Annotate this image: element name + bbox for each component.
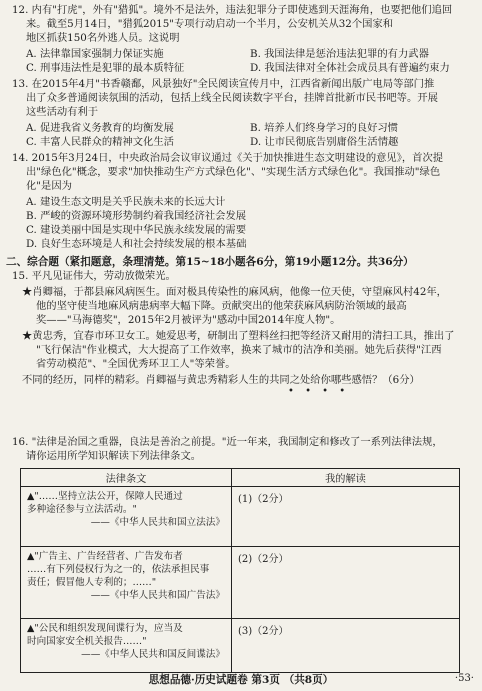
q14-line: 化"是因为: [26, 180, 72, 192]
q15-prompt: 不同的经历，同样的精彩。肖卿福与黄忠秀精彩人生的共同之处给你哪些感悟？（6分）: [22, 374, 420, 386]
q15-line: ★黄忠秀，宜春市环卫女工。她爱思考，研制出了塑料丝扫把等经济又耐用的清扫工具，推出了: [22, 330, 455, 342]
law-text-line: 时向国家安全机关报告……": [27, 636, 147, 647]
q12-option-a: A. 法律靠国家强制力保证实施: [26, 48, 164, 60]
q12-option-d: D. 我国法律对全体社会成员具有普遍约束力: [250, 62, 450, 74]
q15-line: 奖——"马海德奖"，2015年2月被评为"感动中国2014年度人物"。: [36, 314, 341, 326]
q12-option-c: C. 刑事违法性是犯罪的最本质特征: [26, 62, 185, 74]
q14-option-c: C. 建设美丽中国是实现中华民族永续发展的需要: [26, 224, 246, 236]
q13-option-d: D. 让市民彻底告别庸俗生活情趣: [250, 136, 399, 148]
q13-line: 这些活动有利于: [26, 106, 99, 118]
law-text-line: ▲"广告主、广告经营者、广告发布者: [27, 551, 183, 562]
table-row: [21, 619, 460, 673]
answer-cell[interactable]: [232, 487, 460, 547]
q12-line: 来。截至5月14日，"猎狐2015"专项行动启动一个半月，公安机关从32个国家和: [26, 18, 394, 30]
table-header-row: [21, 469, 460, 487]
section-heading: 二、综合题（紧扣题意，条理清楚。第15~18小题各6分，第19小题12分。共36分）: [6, 256, 414, 268]
q14-option-d: D. 良好生态环境是人和社会持续发展的根本基础: [26, 238, 247, 250]
q13-line: 出了众多普通阅读氛围的活动，包括上线全民阅读数字平台，挂牌首批新市民书吧等。开展: [26, 92, 438, 104]
law-source: ——《中华人民共和国反间谍法》: [81, 649, 225, 660]
q13-option-a: A. 促进我省义务教育的均衡发展: [26, 122, 174, 134]
q15-line: 省劳动模范"、"全国优秀环卫工人"等荣誉。: [36, 358, 236, 370]
table-row: [21, 547, 460, 619]
law-text-cell: [21, 487, 232, 547]
q12-option-b: B. 我国法律是惩治违法犯罪的有力武器: [250, 48, 429, 60]
q15-line: ★肖卿福，于都县麻风病医生。面对极具传染性的麻风病，他像一位天使，守望麻风村42年，: [22, 286, 447, 298]
q13-option-b: B. 培养人们终身学习的良好习惯: [250, 122, 398, 134]
law-text-line: ▲"……坚持立法公开，保障人民通过: [27, 491, 183, 502]
q12-line: 12. 内有"打虎"，外有"猎狐"。境外不是法外，违法犯罪分子即使逃到天涯海角，也要把他们追回: [12, 4, 453, 16]
law-text-cell: [21, 547, 232, 619]
q16-line: 16. "法律是治国之重器，良法是善治之前提。"近一年来，我国制定和修改了一系列法律法规，: [12, 436, 443, 448]
q12-line: 地区抓获150名外逃人员。这说明: [26, 32, 180, 44]
law-source: ——《中华人民共和国立法法》: [90, 517, 225, 528]
q14-line: 14. 2015年3月24日，中央政治局会议审议通过《关于加快推进生态文明建设的意见》，首次提: [12, 152, 444, 164]
q13-option-c: C. 丰富人民群众的精神文化生活: [26, 136, 174, 148]
q13-line: 13. 在2015年4月"书香赣鄱，风景独好"全民阅读宣传月中，江西省新闻出版广电局等部门推: [12, 78, 435, 90]
law-text-line: ……有下列侵权行为之一的，依法承担民事: [27, 564, 210, 575]
q16-line: 请你运用所学知识解读下列法律条文。: [26, 450, 202, 462]
q14-line: 出"绿色化"概念，要求"加快推动生产方式绿色化"、"实现生活方式绿色化"。我国推动"绿色: [26, 166, 441, 178]
answer-label: (1)（2分）: [238, 494, 289, 505]
q15-line: "飞行保洁"作业模式，大大提高了工作效率，换来了城市的洁净和美丽。她先后获得"江西: [36, 344, 442, 356]
law-text-line: 责任；假冒他人专利的；……": [27, 577, 157, 588]
q14-option-a: A. 建设生态文明是关乎民族未来的长远大计: [26, 196, 226, 208]
q15-line: 他的坚守使当地麻风病患病率大幅下降。贡献突出的他荣获麻风病防治领域的最高: [36, 300, 407, 312]
column-header-interpretation: 我的解读: [232, 469, 460, 487]
page-footer: 思想品德·历史试题卷 第3页 （共8页）: [148, 674, 334, 686]
answer-cell[interactable]: [232, 547, 460, 619]
answer-label: (3)（2分）: [238, 626, 289, 637]
emphasis-dots: • • • •: [288, 386, 350, 397]
law-text-line: ▲"公民和组织发现间谍行为，应当及: [27, 623, 183, 634]
law-text-line: 多种途径参与立法活动。": [27, 504, 137, 515]
page-number: ·53·: [454, 673, 474, 684]
q15-title: 15. 平凡见证伟大，劳动放微荣光。: [12, 270, 176, 282]
law-table: [20, 468, 460, 673]
q14-option-b: B. 严峻的资源环境形势制约着我国经济社会发展: [26, 210, 247, 222]
column-header-law: 法律条文: [21, 469, 232, 487]
answer-cell[interactable]: [232, 619, 460, 673]
law-text-cell: [21, 619, 232, 673]
table-row: [21, 487, 460, 547]
law-source: ——《中华人民共和国广告法》: [90, 590, 225, 601]
answer-label: (2)（2分）: [238, 554, 289, 565]
